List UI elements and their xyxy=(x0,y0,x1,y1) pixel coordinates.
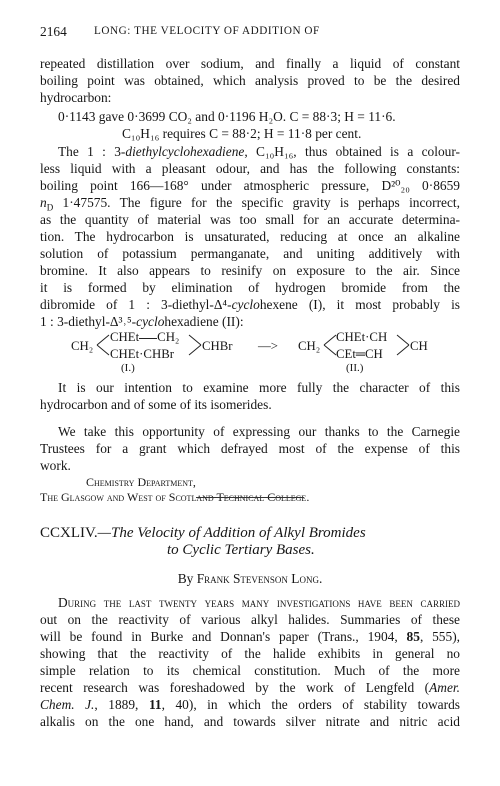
formula-upper-row: CHEt CH₂ xyxy=(110,330,180,344)
formula-label-II: (II.) xyxy=(346,362,364,374)
ring-bond-lines xyxy=(323,333,337,357)
text-line: hydrocarbon: xyxy=(40,90,112,105)
text-line: boiling point 166—168° under atmospheric pressure, D²⁰₂₀ 0·8659 xyxy=(40,178,460,193)
affiliation-department: Chemistry Department, xyxy=(86,475,196,489)
text-line: hydrocarbon and of some of its isomerides. xyxy=(40,397,272,412)
text-line: $n_D$ 1·47575. The figure for the specific gravity is perhaps incorrect, xyxy=(40,195,460,213)
section-divider xyxy=(196,497,304,498)
text-line: will be found in Burke and Donnan's paper (Trans., 1904, 85, 555), xyxy=(40,629,461,644)
text-line: We take this opportunity of expressing our thanks to the Carnegie xyxy=(58,424,460,439)
text-line: repeated distillation over sodium, and finally a liquid of constant xyxy=(40,56,460,71)
text-line: tion. The hydrocarbon is unsaturated, reducing at once an alkaline xyxy=(40,229,460,244)
formula-lower-row: CEt═CH xyxy=(336,347,383,361)
ring-bond-lines xyxy=(396,333,410,357)
formula-right: CH xyxy=(410,339,428,353)
formula-ch2: CH₂ xyxy=(71,339,94,353)
text-line: alkalis on the one hand, and towards silver nitrate and nitric acid xyxy=(40,714,460,729)
text-line: recent research was foreshadowed by the work of Lengfeld (Amer. xyxy=(40,680,460,695)
text-line: bromine. It also appears to resinify on exposure to the air. Since xyxy=(40,263,460,278)
text-line: simple relation to its chemical constitution. Much of the more xyxy=(40,663,460,678)
running-head: LONG: THE VELOCITY OF ADDITION OF xyxy=(94,25,320,37)
text-line: showing that the reactivity of the halide exhibits in general no xyxy=(40,646,460,661)
text-line: During the last twenty years many investigations have been carried xyxy=(58,595,460,610)
page-number: 2164 xyxy=(40,24,67,39)
ring-bond-lines xyxy=(96,333,110,357)
formula-lower-row: CHEt·CHBr xyxy=(110,347,174,361)
text-line: Chem. J., 1889, 11, 40), in which the orders of stability towards xyxy=(40,697,460,712)
article-title-line-2: to Cyclic Tertiary Bases. xyxy=(167,542,315,558)
reaction-arrow: —> xyxy=(258,339,279,353)
text-line: less liquid with a pleasant odour, and has the following constants: xyxy=(40,161,460,176)
text-line: 1 : 3-diethyl-Δ³˒⁵-cyclohexadiene (II): xyxy=(40,314,244,329)
affiliation-college: The Glasgow and West of Scotland Technical College. xyxy=(40,490,310,504)
text-line: work. xyxy=(40,458,71,473)
text-line: boiling point was obtained, which analysis proved to be the desired xyxy=(40,73,460,88)
page-header xyxy=(40,24,460,42)
formula-upper-row: CHEt·CH xyxy=(336,330,388,344)
text-line: out on the reactivity of various alkyl halides. Summaries of these xyxy=(40,612,460,627)
text-line: it is formed by elimination of hydrogen bromide from the xyxy=(40,280,460,295)
text-line: It is our intention to examine more fully the character of this xyxy=(58,380,460,395)
formula-right: CHBr xyxy=(202,339,233,353)
formula-ch2: CH₂ xyxy=(298,339,321,353)
text-line: The 1 : 3-diethylcyclohexadiene, C₁₀H₁₆, thus obtained is a colour- xyxy=(58,144,460,159)
text-line: dibromide of 1 : 3-diethyl-Δ⁴-cyclohexene (I), it most probably is xyxy=(40,297,460,312)
text-line: solution of potassium permanganate, and uniting additively with xyxy=(40,246,460,261)
ring-bond-lines xyxy=(188,333,202,357)
article-title-line-1: CCXLIV.—The Velocity of Addition of Alkyl Bromides xyxy=(40,525,366,541)
author-byline: By Frank Stevenson Long. xyxy=(177,571,323,586)
analysis-line: C₁₀H₁₆ requires C = 88·2; H = 11·8 per cent. xyxy=(122,126,362,141)
text-line: as the quantity of material was too small for an accurate determina- xyxy=(40,212,460,227)
analysis-line: 0·1143 gave 0·3699 CO₂ and 0·1196 H₂O. C = 88·3; H = 11·6. xyxy=(58,109,396,124)
text-line: Trustees for a grant which defrayed most of the expense of this xyxy=(40,441,460,456)
formula-label-I: (I.) xyxy=(121,362,135,374)
